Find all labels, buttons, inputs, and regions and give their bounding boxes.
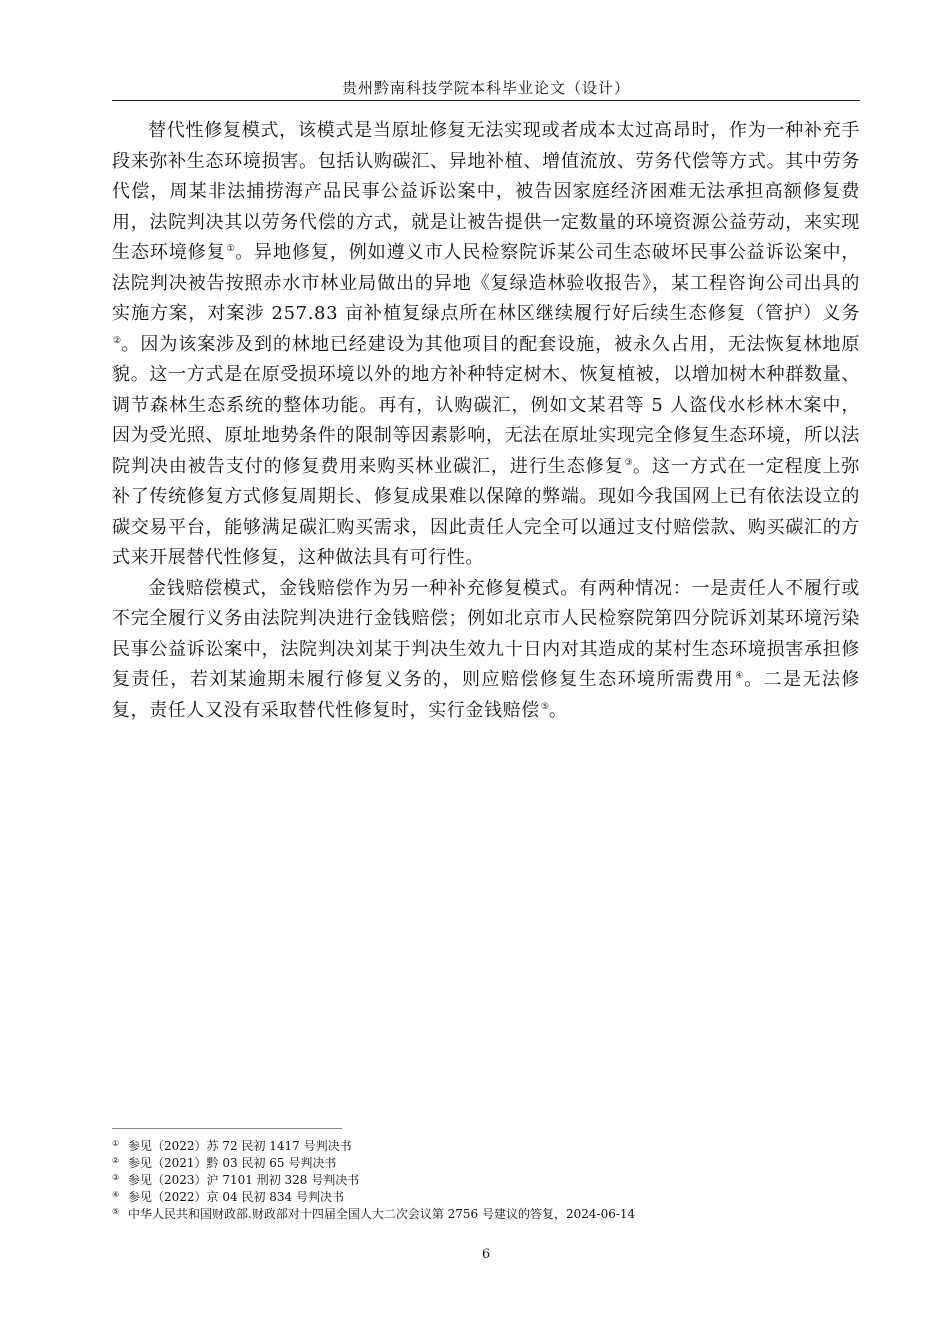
footnote-item <box>112 1189 860 1206</box>
paragraph-substitute-restoration <box>112 116 860 574</box>
footnote-text: 参见（2022）苏 72 民初 1417 号判决书 <box>128 1139 352 1153</box>
page-header-title: 贵州黔南科技学院本科毕业论文（设计） <box>341 79 630 97</box>
header-divider <box>112 100 860 101</box>
body-text <box>112 116 860 726</box>
page-number: 6 <box>481 1247 491 1262</box>
footnote-number: ⑤ <box>112 1207 120 1216</box>
footnote-item <box>112 1172 860 1189</box>
footnote-number: ③ <box>112 1173 120 1182</box>
footnote-number: ④ <box>112 1190 120 1199</box>
footnote-ref-2[interactable]: ② <box>113 335 122 346</box>
footnote-text: 参见（2023）沪 7101 刑初 328 号判决书 <box>128 1173 360 1187</box>
footnote-item <box>112 1206 860 1223</box>
paragraph-text: 。异地修复，例如遵义市人民检察院诉某公司生态破坏民事公益诉讼案中，法院判决被告按照赤水市林业局做出的异地《复绿造林验收报告》，某工程咨询公司出具的实施方案，对案涉 257.83 亩补植复绿点所在林区继续履行好后续生态修复（管护）义务 <box>112 242 860 324</box>
footnote-ref-3[interactable]: ③ <box>624 457 633 468</box>
paragraph-text: 。 <box>548 699 568 721</box>
footnote-ref-1[interactable]: ① <box>226 244 236 254</box>
paragraph-text: 。二是无法修复，责任人又没有采取替代性修复时，实行金钱赔偿 <box>112 669 860 721</box>
footnote-ref-4[interactable]: ④ <box>735 671 745 681</box>
paragraph-text: 金钱赔偿模式，金钱赔偿作为另一种补充修复模式。有两种情况：一是责任人不履行或不完全履行义务由法院判决进行金钱赔偿；例如北京市人民检察院第四分院诉刘某环境污染民事公益诉讼案中，法院判决刘某于判决生效九十日内对其造成的某村生态环境损害承担修复责任，若刘某逾期未履行修复义务的，则应赔偿修复生态环境所需费用 <box>112 577 860 690</box>
footnote-item <box>112 1138 860 1155</box>
footnote-text: 参见（2022）京 04 民初 834 号判决书 <box>128 1190 344 1204</box>
footnote-number: ② <box>112 1156 120 1165</box>
footnote-text: 参见（2021）黔 03 民初 65 号判决书 <box>128 1156 337 1170</box>
footnote-number: ① <box>112 1139 120 1148</box>
footnote-ref-5[interactable]: ⑤ <box>540 701 549 712</box>
footnotes <box>112 1138 860 1223</box>
footnote-text: 中华人民共和国财政部.财政部对十四届全国人大二次会议第 2756 号建议的答复，2024-06-14 <box>128 1207 636 1221</box>
paragraph-monetary-compensation <box>112 574 860 727</box>
footnote-item <box>112 1155 860 1172</box>
paragraph-text: 替代性修复模式，该模式是当原址修复无法实现或者成本太过高昂时，作为一种补充手段来弥补生态环境损害。包括认购碳汇、异地补植、增值流放、劳务代偿等方式。其中劳务代偿，周某非法捕捞海产品民事公益诉讼案中，被告因家庭经济困难无法承担高额修复费用，法院判决其以劳务代偿的方式，就是让被告提供一定数量的环境资源公益劳动，来实现生态环境修复 <box>112 120 860 263</box>
paragraph-text: 。这一方式在一定程度上弥补了传统修复方式修复周期长、修复成果难以保障的弊端。现如今我国网上已有依法设立的碳交易平台，能够满足碳汇购买需求，因此责任人完全可以通过支付赔偿款、购买碳汇的方式来开展替代性修复，这种做法具有可行性。 <box>112 455 860 568</box>
footnote-divider <box>112 1128 342 1129</box>
paragraph-text: 。因为该案涉及到的林地已经建设为其他项目的配套设施，被永久占用，无法恢复林地原貌。这一方式是在原受损环境以外的地方补种特定树木、恢复植被，以增加树木种群数量、调节森林生态系统的整体功能。再有，认购碳汇，例如文某君等 5 人盗伐水杉林木案中，因为受光照、原址地势条件的限制等因素影响，无法在原址实现完全修复生态环境，所以法院判决由被告支付的修复费用来购买林业碳汇，进行生态修复 <box>112 333 860 477</box>
